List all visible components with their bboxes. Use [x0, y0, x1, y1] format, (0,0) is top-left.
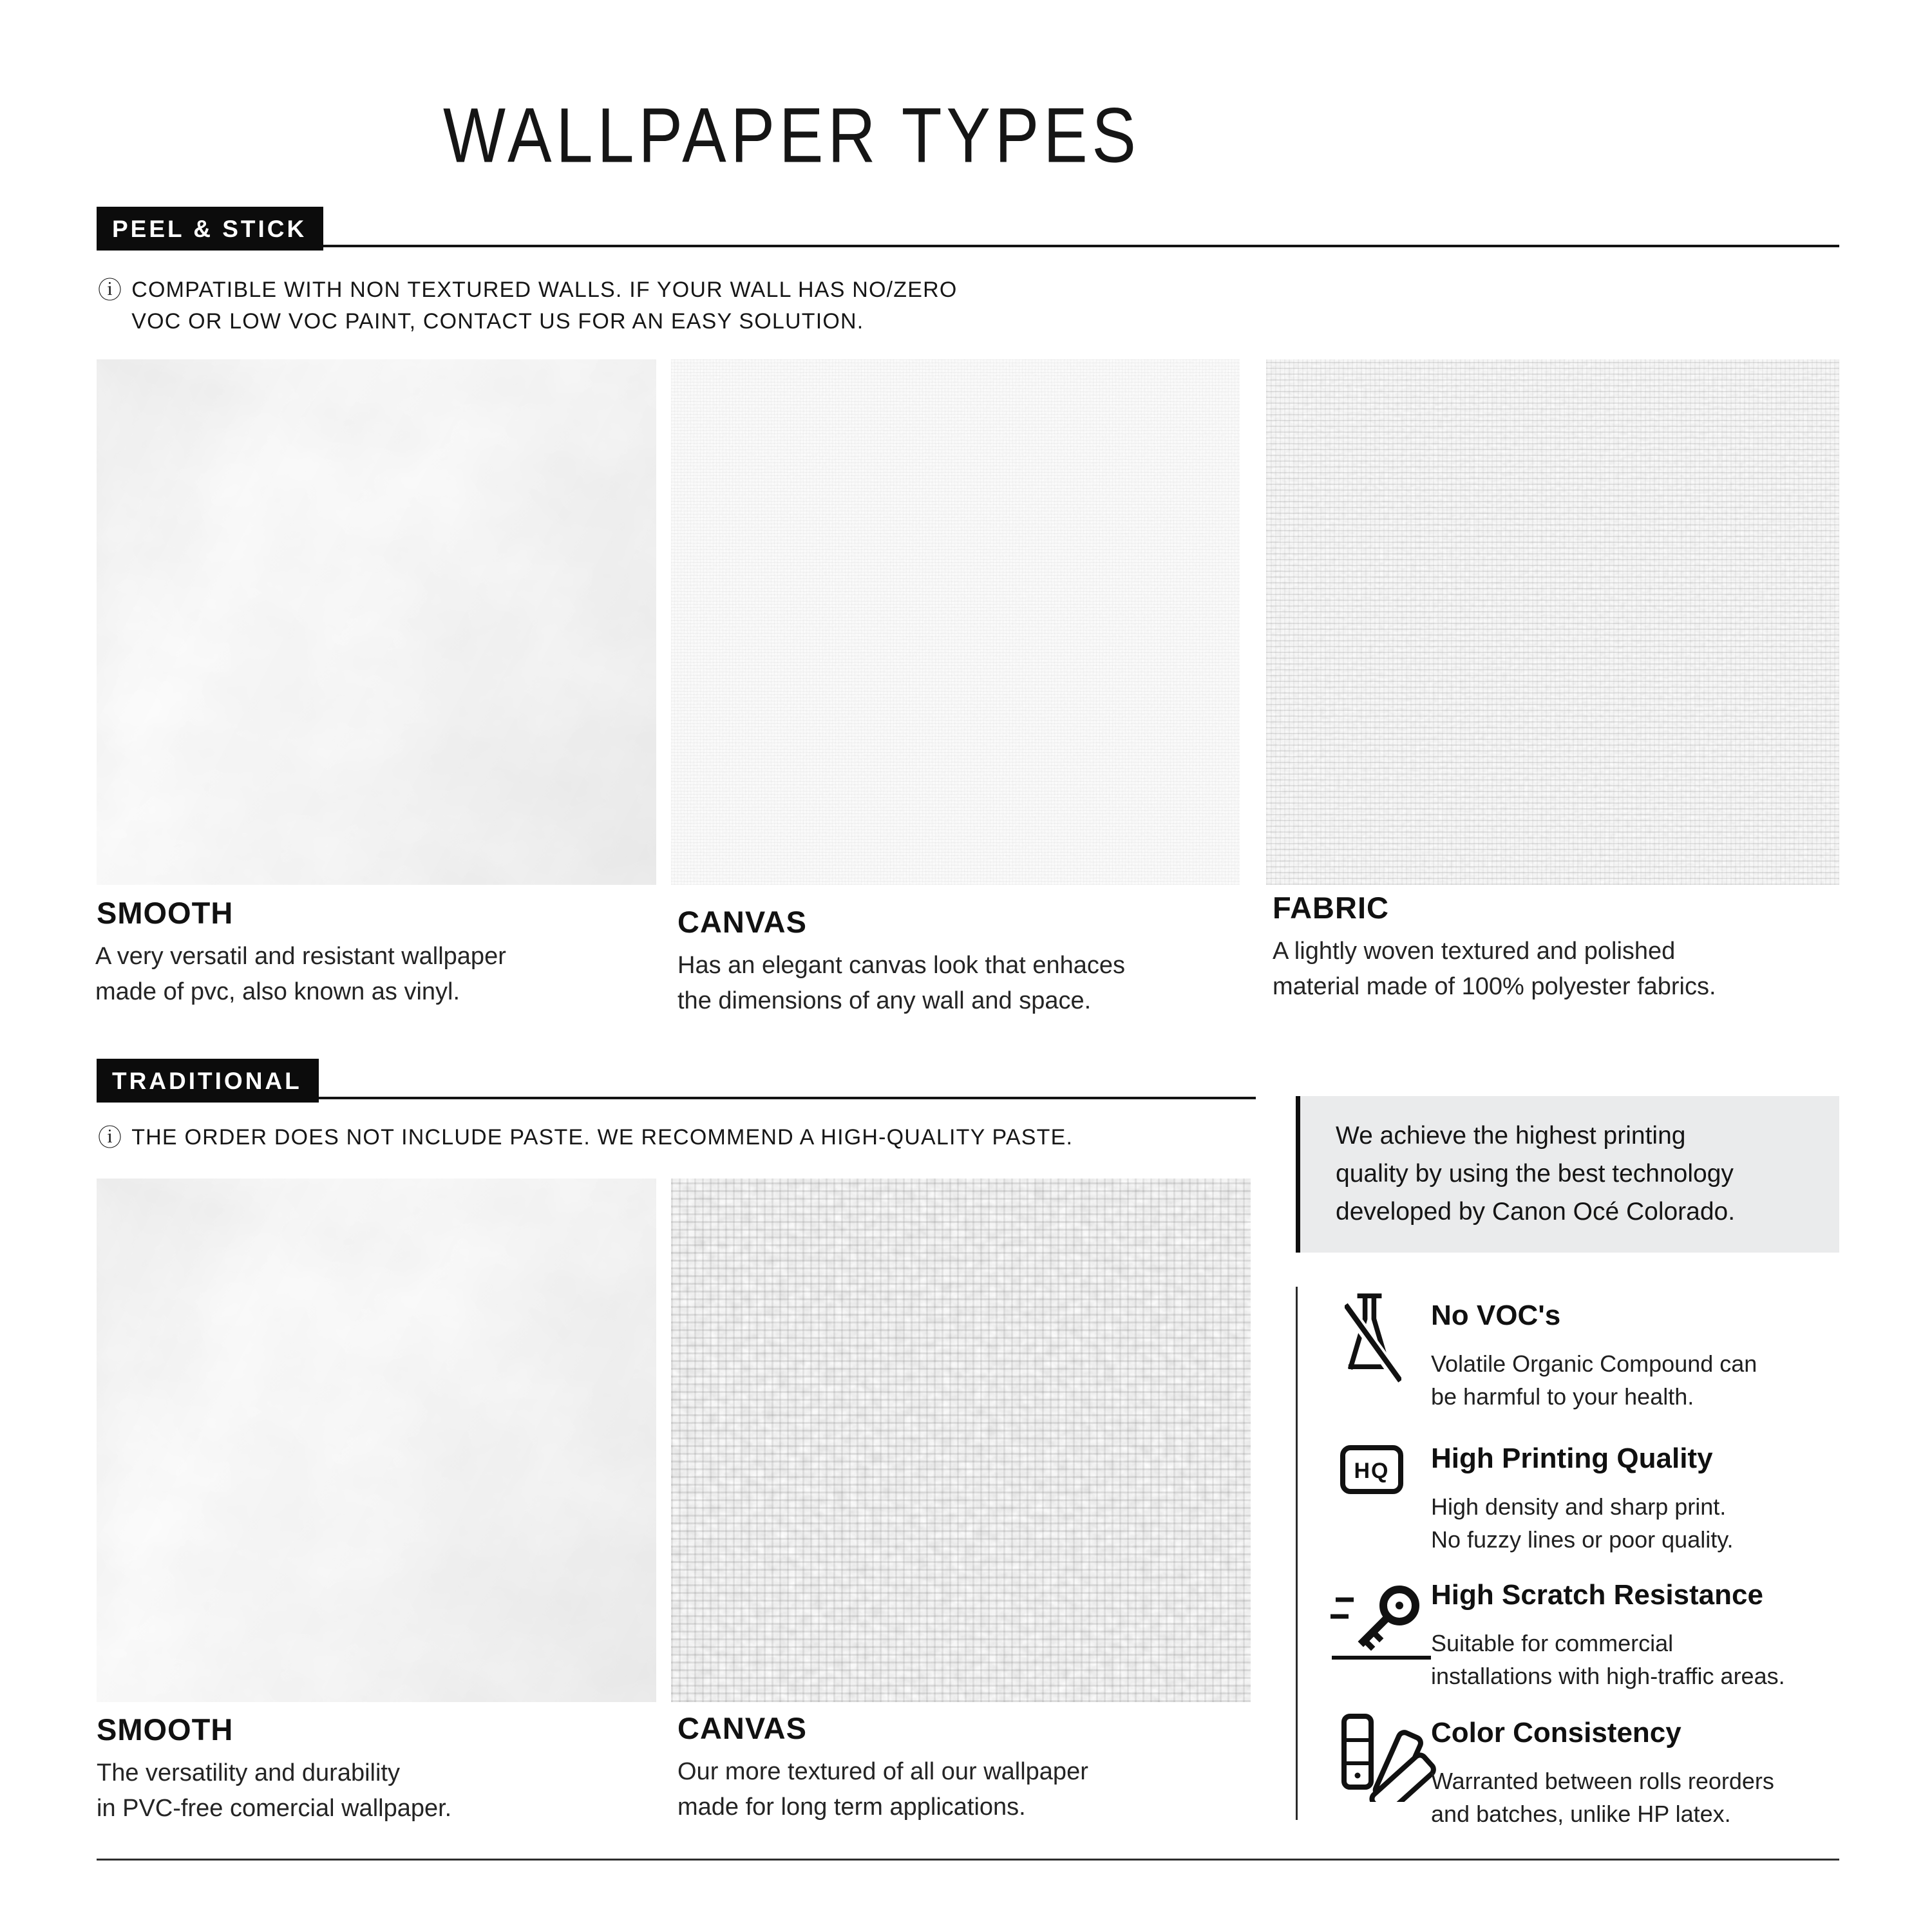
type-name-smooth: SMOOTH [97, 896, 234, 930]
feature-title: Color Consistency [1431, 1717, 1681, 1748]
desc-line: Has an elegant canvas look that enhaces [677, 952, 1126, 979]
type-desc-smooth-traditional [97, 1756, 451, 1826]
hq-icon-label: HQ [1354, 1459, 1390, 1483]
info-icon: ⓘ [98, 277, 123, 303]
desc-line: Suitable for commercial [1431, 1630, 1674, 1656]
desc-line: No fuzzy lines or poor quality. [1431, 1526, 1734, 1553]
note-line: THE ORDER DOES NOT INCLUDE PASTE. WE RECOMMEND A HIGH-QUALITY PASTE. [131, 1125, 1074, 1150]
peel-and-stick-section-badge: PEEL & STICK [97, 207, 323, 251]
feature-description [1431, 1490, 1734, 1556]
texture-sample-peel-fabric [1266, 359, 1839, 885]
desc-line: A lightly woven textured and polished [1273, 938, 1676, 965]
callout-line: developed by Canon Océ Colorado. [1336, 1198, 1736, 1226]
type-desc-canvas [677, 948, 1125, 1019]
key-scratch-icon [1327, 1575, 1436, 1665]
desc-line: made of pvc, also known as vinyl. [95, 978, 460, 1005]
callout-line: quality by using the best technology [1336, 1160, 1734, 1188]
color-swatches-icon [1340, 1712, 1436, 1802]
texture-shading-overlay [97, 1179, 656, 1702]
no-voc-flask-icon [1345, 1291, 1401, 1390]
hq-badge-icon [1340, 1444, 1404, 1495]
desc-line: installations with high-traffic areas. [1431, 1663, 1785, 1689]
feature-high-printing-quality [1336, 1443, 1864, 1571]
desc-line: be harmful to your health. [1431, 1383, 1694, 1410]
desc-line: The versatility and durability [97, 1759, 400, 1786]
desc-line: made for long term applications. [677, 1794, 1026, 1821]
feature-title: High Scratch Resistance [1431, 1579, 1763, 1611]
features-divider-line [1296, 1287, 1298, 1820]
desc-line: High density and sharp print. [1431, 1493, 1727, 1520]
type-desc-smooth [95, 939, 506, 1010]
traditional-paste-note [98, 1122, 1073, 1153]
info-icon: ⓘ [98, 1124, 123, 1151]
desc-line: Volatile Organic Compound can [1431, 1350, 1757, 1377]
page-bottom-rule [97, 1859, 1839, 1861]
feature-no-voc [1336, 1300, 1864, 1428]
desc-line: Our more textured of all our wallpaper [677, 1758, 1088, 1785]
texture-sample-traditional-canvas [671, 1179, 1251, 1702]
texture-sample-peel-smooth [97, 359, 656, 885]
texture-weave-overlay [1266, 359, 1839, 885]
note-line: VOC OR LOW VOC PAINT, CONTACT US FOR AN EASY SOLUTION. [131, 309, 864, 334]
desc-line: in PVC-free comercial wallpaper. [97, 1795, 452, 1822]
peel-section-rule [97, 245, 1839, 247]
print-quality-callout [1296, 1096, 1839, 1253]
desc-line: Warranted between rolls reorders [1431, 1768, 1774, 1794]
texture-weave-overlay [671, 1179, 1251, 1702]
desc-line: and batches, unlike HP latex. [1431, 1801, 1731, 1827]
type-desc-canvas-traditional [677, 1754, 1088, 1825]
note-line: COMPATIBLE WITH NON TEXTURED WALLS. IF YOUR WALL HAS NO/ZERO [131, 278, 958, 302]
type-name-canvas: CANVAS [677, 905, 807, 939]
feature-description [1431, 1627, 1785, 1692]
type-name-fabric: FABRIC [1273, 891, 1389, 925]
texture-sample-traditional-smooth [97, 1179, 656, 1702]
feature-description [1431, 1765, 1774, 1830]
texture-weave-overlay [671, 359, 1240, 885]
callout-line: We achieve the highest printing [1336, 1122, 1686, 1150]
type-name-canvas-traditional: CANVAS [677, 1711, 807, 1745]
feature-description [1431, 1347, 1757, 1413]
feature-title: High Printing Quality [1431, 1443, 1713, 1474]
type-desc-fabric [1273, 934, 1716, 1005]
desc-line: material made of 100% polyester fabrics. [1273, 973, 1716, 1000]
traditional-section-badge: TRADITIONAL [97, 1059, 319, 1103]
feature-scratch-resistance [1336, 1579, 1864, 1708]
page-title: WALLPAPER TYPES [443, 92, 1141, 179]
texture-sample-peel-canvas [671, 359, 1240, 885]
texture-shading-overlay [97, 359, 656, 885]
feature-title: No VOC's [1431, 1300, 1561, 1331]
desc-line: A very versatil and resistant wallpaper [95, 943, 506, 970]
desc-line: the dimensions of any wall and space. [677, 987, 1092, 1014]
peel-compatibility-note [98, 274, 958, 337]
type-name-smooth-traditional: SMOOTH [97, 1712, 234, 1747]
feature-color-consistency [1336, 1717, 1864, 1846]
